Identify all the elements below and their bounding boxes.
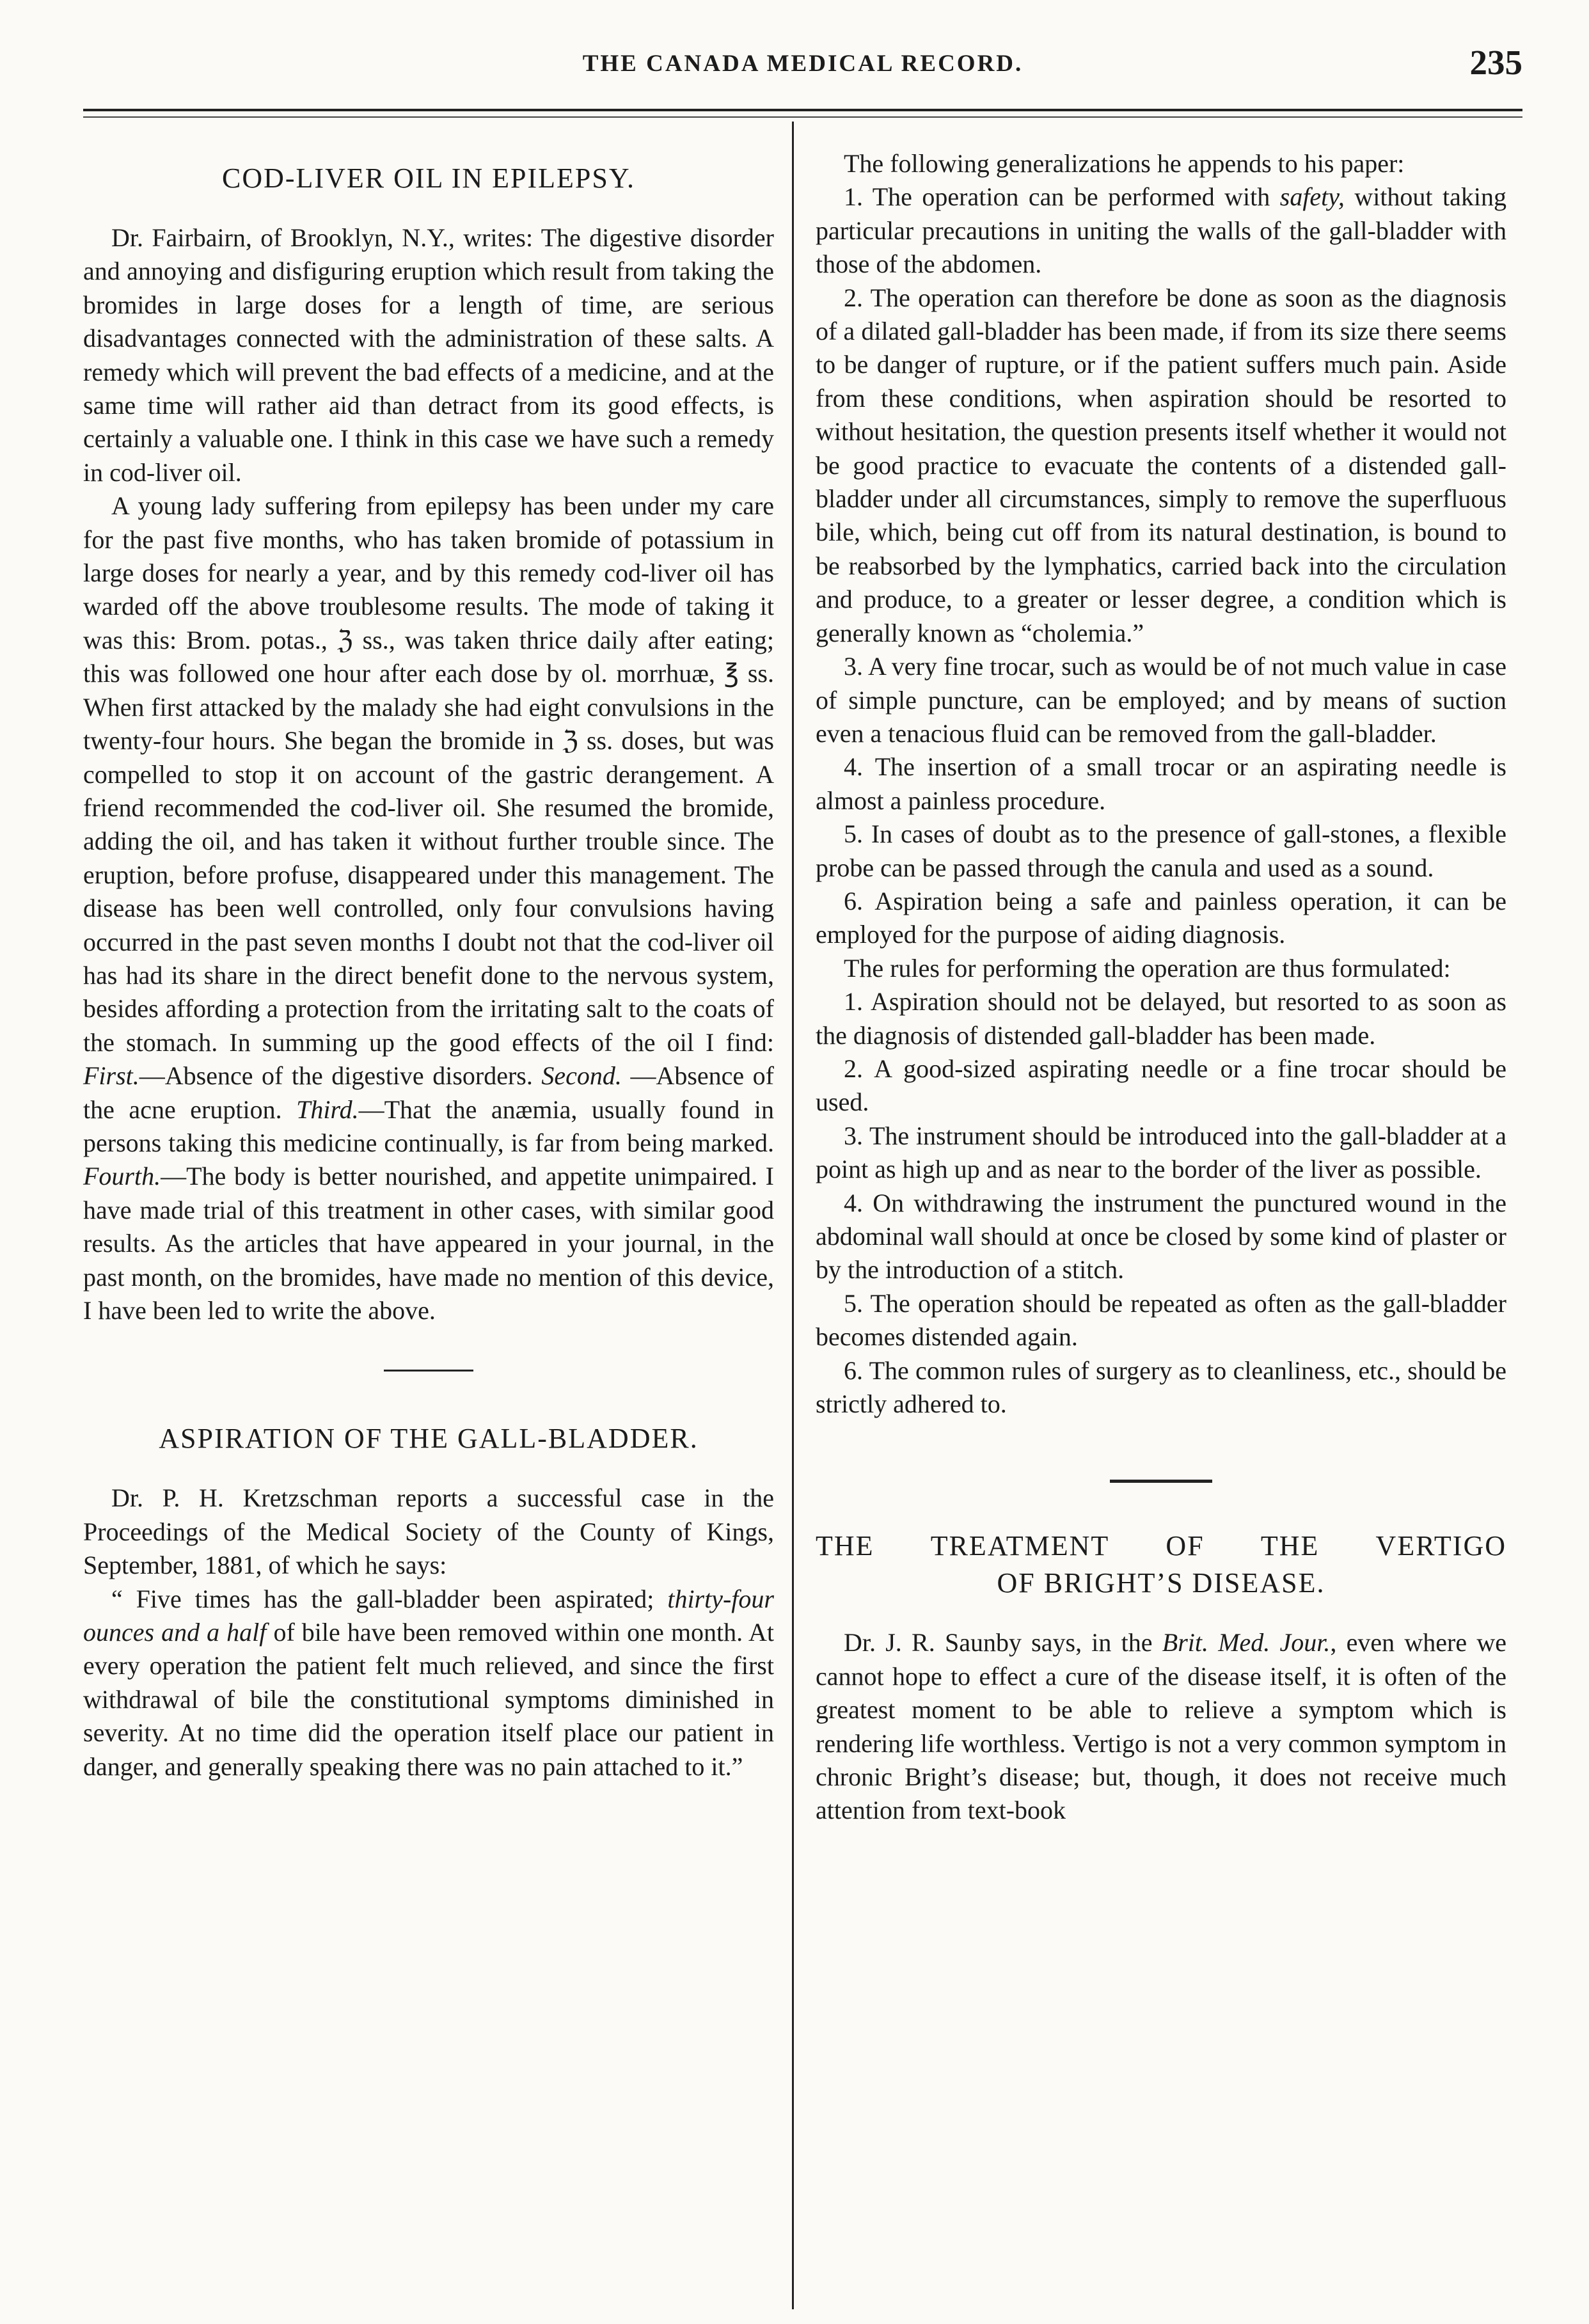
title-line-1: THE TREATMENT OF THE VERTIGO xyxy=(816,1530,1506,1562)
rule-6: 6. The common rules of surgery as to cleanliness, etc., should be strictly adhered to. xyxy=(816,1356,1506,1419)
paragraph xyxy=(83,489,774,1327)
generalization-1 xyxy=(816,180,1506,281)
label-first: First. xyxy=(83,1061,139,1091)
paragraph-text-rest: , even where we cannot hope to effect a cure of the disease itself, it is often of the greatest moment to be able to relieve a symptom which is rendering life worthless. Vertigo is not a very common symptom in chronic Bright’s disease; but, though, it does not receive much attention from text-book xyxy=(816,1628,1506,1825)
quote-text: “ Five times has the gall-bladder been aspirated; xyxy=(111,1584,654,1613)
article-title-vertigo xyxy=(816,1528,1506,1602)
left-column xyxy=(83,141,774,1783)
page-number: 235 xyxy=(1469,43,1522,82)
header-rule-thin xyxy=(83,116,1522,118)
quote-paragraph xyxy=(83,1583,774,1783)
generalization-4: 4. The insertion of a small trocar or an aspirating needle is almost a painless procedure. xyxy=(816,752,1506,815)
paragraph-text: Dr. J. R. Saunby says, in the xyxy=(844,1628,1153,1657)
page-header xyxy=(83,38,1522,115)
section-separator xyxy=(384,1370,473,1371)
article-title-aspiration: ASPIRATION OF THE GALL-BLADDER. xyxy=(159,1423,699,1455)
journal-name: Brit. Med. Jour. xyxy=(1162,1628,1331,1657)
title-line-2: OF BRIGHT’S DISEASE. xyxy=(997,1567,1325,1599)
rule-4: 4. On withdrawing the instrument the punctured wound in the abdominal wall should at once be closed by some kind of plaster or by the introduction of a stitch. xyxy=(816,1188,1506,1285)
text-second: —Absence of the acne eruption. xyxy=(83,1061,774,1124)
rules-intro: The rules for performing the operation are thus formulated: xyxy=(844,953,1451,983)
article-title-cod-liver-oil: COD-LIVER OIL IN EPILEPSY. xyxy=(222,162,635,194)
text-fourth: —The body is better nourished, and appetite unimpaired. I have made trial of this treatment in other cases, with similar good results. As the articles that have appeared in your journal, in the past month, on the bromides, have made no mention of this device, I have been led to write the above. xyxy=(83,1162,774,1325)
quote-text-rest: of bile have been removed within one month. At every operation the patient felt much relieved, and since the first withdrawal of bile the constitutional symptoms diminished in severity. At no time did the operation itself place our patient in danger, and generally speaking there was no pain attached to it.” xyxy=(83,1618,774,1781)
paragraph-text: A young lady suffering from epilepsy has been under my care for the past five months, who has taken bromide of potassium in large doses for nearly a year, and by this remedy cod-liver oil has warded off the above troublesome results. The mode of taking it was this: Brom. potas., ℨ ss., was taken thrice daily after eating; this was followed one hour after each dose by ol. morrhuæ, ℥ ss. When first attacked by the malady she had eight convulsions in the twenty-four hours. She began the bromide in ℨ ss. doses, but was compelled to stop it on account of the gastric derangement. A friend recommended the cod-liver oil. She resumed the bromide, adding the oil, and has taken it without further trouble since. The eruption, before profuse, disappeared under this management. The disease has been well controlled, only four convulsions having occurred in the past seven months I doubt not that the cod-liver oil has had its share in the direct benefit done to the nervous system, besides affording a protection from the irritating salt to the coats of the stomach. In summing up the good effects of the oil I find: xyxy=(83,491,774,1057)
rule-2: 2. A good-sized aspirating needle or a fine trocar should be used. xyxy=(816,1054,1506,1117)
generalization-6: 6. Aspiration being a safe and painless operation, it can be employed for the purpose of aiding diagnosis. xyxy=(816,886,1506,949)
header-rule xyxy=(83,109,1522,111)
generalization-3: 3. A very fine trocar, such as would be of not much value in case of simple puncture, can be employed; and by means of suction even a tenacious fluid can be removed from the gall-bladder. xyxy=(816,652,1506,748)
label-fourth: Fourth. xyxy=(83,1162,161,1191)
generalization-text-rest: without taking particular precautions in uniting the walls of the gall-bladder with those of the abdomen. xyxy=(816,182,1506,279)
text-third: —That the anæmia, usually found in persons taking this medicine continually, is far from being marked. xyxy=(83,1095,775,1157)
rule-3: 3. The instrument should be introduced into the gall-bladder at a point as high up and as near to the border of the liver as possible. xyxy=(816,1121,1506,1184)
right-column xyxy=(816,147,1506,1828)
paragraph xyxy=(816,1626,1506,1827)
label-second: Second. xyxy=(541,1061,622,1091)
column-divider xyxy=(792,122,794,2309)
generalization-italic: safety, xyxy=(1279,182,1345,212)
text-first: —Absence of the digestive disorders. xyxy=(139,1061,533,1091)
generalization-2: 2. The operation can therefore be done as soon as the diagnosis of a dilated gall-bladder has been made, if from its size there seems to be danger of rupture, or if the patient suffers much pain. Aside from these conditions, when aspiration should be resorted to without hesitation, the question presents itself whether it would not be good practice to evacuate the contents of a distended gall-bladder under all circumstances, simply to remove the superfluous bile, which, being cut off from its natural destination, is bound to be reabsorbed by the lymphatics, carried back into the circulation and produce, to a greater or lesser degree, a condition which is generally known as “cholemia.” xyxy=(816,283,1506,647)
paragraph: Dr. P. H. Kretzschman reports a successful case in the Proceedings of the Medical Society of the County of Kings, September, 1881, of which he says: xyxy=(83,1483,774,1580)
generalization-text: 1. The operation can be performed with xyxy=(844,182,1270,212)
quote-italic: thirty-four ounces and a half xyxy=(83,1584,774,1647)
rule-5: 5. The operation should be repeated as often as the gall-bladder becomes distended again. xyxy=(816,1288,1506,1352)
paragraph: Dr. Fairbairn, of Brooklyn, N.Y., writes: The digestive disorder and annoying and disfiguring eruption which result from taking the bromides in large doses for a length of time, are serious disadvantages connected with the administration of these salts. A remedy which will prevent the bad effects of a medicine, and at the same time will rather aid than detract from its good effects, is certainly a valuable one. I think in this case we have such a remedy in cod-liver oil. xyxy=(83,223,774,487)
section-separator xyxy=(1110,1480,1212,1483)
rule-1: 1. Aspiration should not be delayed, but resorted to as soon as the diagnosis of distended gall-bladder has been made. xyxy=(816,987,1506,1050)
generalization-5: 5. In cases of doubt as to the presence of gall-stones, a flexible probe can be passed through the canula and used as a sound. xyxy=(816,819,1506,882)
running-title: THE CANADA MEDICAL RECORD. xyxy=(582,51,1024,77)
label-third: Third. xyxy=(296,1095,359,1124)
paragraph: The following generalizations he appends to his paper: xyxy=(844,149,1405,178)
